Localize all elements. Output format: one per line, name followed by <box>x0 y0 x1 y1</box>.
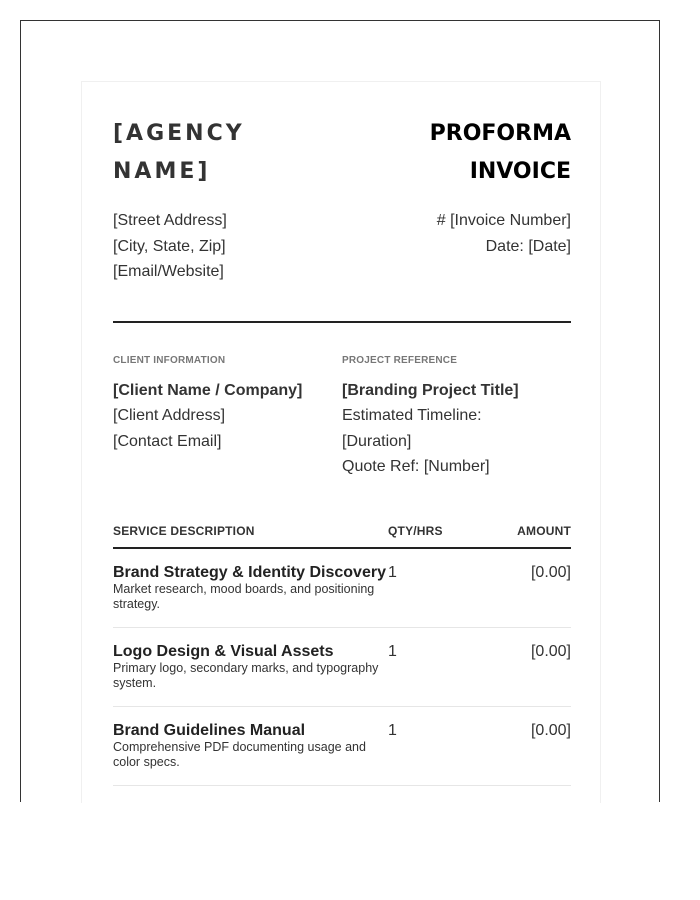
client-email: [Contact Email] <box>113 432 222 450</box>
info-row <box>113 355 571 480</box>
client-name: [Client Name / Company] <box>113 381 303 399</box>
project-ref-label: PROJECT REFERENCE <box>342 354 458 366</box>
agency-address <box>113 208 227 285</box>
invoice-content <box>113 115 571 786</box>
table-row <box>113 628 571 707</box>
header-qty-hrs: QTY/HRS <box>388 523 443 538</box>
invoice-title-line1: PROFORMA <box>429 121 571 146</box>
invoice-date: Date: [Date] <box>485 237 571 255</box>
quote-ref: Quote Ref: [Number] <box>342 458 490 475</box>
client-information <box>113 355 342 480</box>
timeline-label: Estimated Timeline: <box>342 407 482 424</box>
table-row <box>113 549 571 628</box>
service-amount: [0.00] <box>530 563 571 581</box>
invoice-title-line2: INVOICE <box>469 159 571 184</box>
project-title: [Branding Project Title] <box>342 381 519 399</box>
client-info-label: CLIENT INFORMATION <box>113 354 226 366</box>
services-table-header <box>113 524 571 549</box>
table-row <box>113 707 571 786</box>
service-amount: [0.00] <box>530 642 571 660</box>
agency-name-line2: NAME] <box>113 159 211 184</box>
service-cell <box>113 722 388 771</box>
project-duration: [Duration] <box>342 432 412 450</box>
city-state-zip: [City, State, Zip] <box>113 237 226 255</box>
service-qty: 1 <box>388 721 397 739</box>
invoice-number: # [Invoice Number] <box>436 212 571 229</box>
invoice-header <box>113 115 571 191</box>
service-name: Logo Design & Visual Assets <box>113 642 334 660</box>
header-amount: AMOUNT <box>517 523 571 538</box>
service-description: Comprehensive PDF documenting usage and color specs. <box>113 739 366 769</box>
address-row <box>113 208 571 285</box>
service-description: Market research, mood boards, and positioning strategy. <box>113 581 375 611</box>
service-cell <box>113 643 388 692</box>
email-website: [Email/Website] <box>113 263 224 280</box>
service-qty: 1 <box>388 642 397 660</box>
invoice-paper <box>81 81 601 803</box>
header-divider <box>113 321 571 323</box>
agency-name-line1: [AGENCY <box>113 121 245 146</box>
service-name: Brand Guidelines Manual <box>113 721 306 739</box>
client-address: [Client Address] <box>113 407 226 424</box>
service-amount: [0.00] <box>530 721 571 739</box>
project-reference <box>342 355 571 480</box>
service-cell <box>113 564 388 613</box>
service-qty: 1 <box>388 563 397 581</box>
invoice-meta <box>437 208 571 285</box>
invoice-title <box>371 115 571 191</box>
agency-name <box>113 115 313 191</box>
service-description: Primary logo, secondary marks, and typography system. <box>113 660 379 690</box>
street-address: [Street Address] <box>113 212 227 229</box>
header-service-description: SERVICE DESCRIPTION <box>113 523 255 538</box>
service-name: Brand Strategy & Identity Discovery <box>113 563 386 581</box>
